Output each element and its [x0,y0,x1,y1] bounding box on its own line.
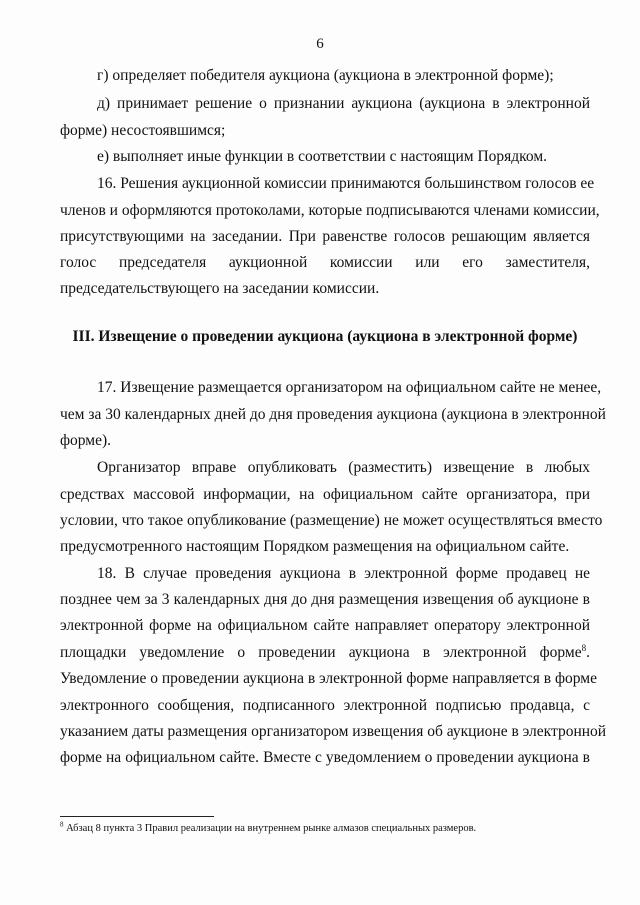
footnote-marker: 8 [60,820,64,829]
footnote-text: Абзац 8 пункта 3 Правил реализации на внутреннем рынке алмазов специальных размеров. [63,823,477,834]
page-number: 6 [316,36,324,52]
paragraph-line: форме). [60,432,112,449]
footnote [60,822,590,836]
paragraph-line: д) принимает решение о признании аукциона (аукциона в электронной [97,95,590,112]
paragraph-line: е) выполняет иные функции в соответствии с настоящим Порядком. [97,148,548,165]
paragraph-line: 17. Извещение размещается организатором на официальном сайте не менее, [97,379,602,396]
paragraph-line: членов и оформляются протоколами, которые подписываются членами комиссии, [60,202,600,219]
paragraph-line: электронной форме на официальном сайте направляет оператору электронной [60,617,590,634]
paragraph-line [60,643,590,663]
paragraph-line: Организатор вправе опубликовать (разместить) извещение в любых [97,459,590,476]
paragraph-line: указанием даты размещения организатором извещения об аукционе в электронной [60,723,607,740]
paragraph-line: г) определяет победителя аукциона (аукциона в электронной форме); [97,67,554,84]
paragraph-line: предусмотренного настоящим Порядком размещения на официальном сайте. [60,538,570,555]
paragraph-line: голос председателя аукционной комиссии или его заместителя, [60,254,590,271]
paragraph-line: средствах массовой информации, на официальном сайте организатора, при [60,486,590,503]
paragraph-line: Уведомление о проведении аукциона в электронной форме направляется в форме [60,670,597,687]
paragraph-line: позднее чем за 3 календарных дня до дня размещения извещения об аукционе в [60,591,590,608]
paragraph-line-text: площадки уведомление о проведении аукциона в электронной форме [60,644,582,661]
section-heading: III. Извещение о проведении аукциона (аукциона в электронной форме) [72,328,578,345]
paragraph-line: форме) несостоявшимся; [60,122,226,139]
paragraph-line: электронного сообщения, подписанного электронной подписью продавца, с [60,697,590,714]
paragraph-line: 18. В случае проведения аукциона в электронной форме продавец не [97,565,590,582]
paragraph-line: форме на официальном сайте. Вместе с уведомлением о проведении аукциона в [60,749,590,766]
footnote-reference[interactable]: 8 [581,642,587,653]
footnote-divider [60,816,214,817]
paragraph-line: чем за 30 календарных дней до дня проведения аукциона (аукциона в электронной [60,406,606,423]
paragraph-line: председательствующего на заседании комиссии. [60,280,380,297]
paragraph-line: присутствующими на заседании. При равенстве голосов решающим является [60,228,590,245]
paragraph-line: 16. Решения аукционной комиссии принимаются большинством голосов ее [97,175,595,192]
footnote-reference-period: . [586,644,590,661]
paragraph-line: условии, что такое опубликование (размещение) не может осуществляться вместо [60,512,603,529]
